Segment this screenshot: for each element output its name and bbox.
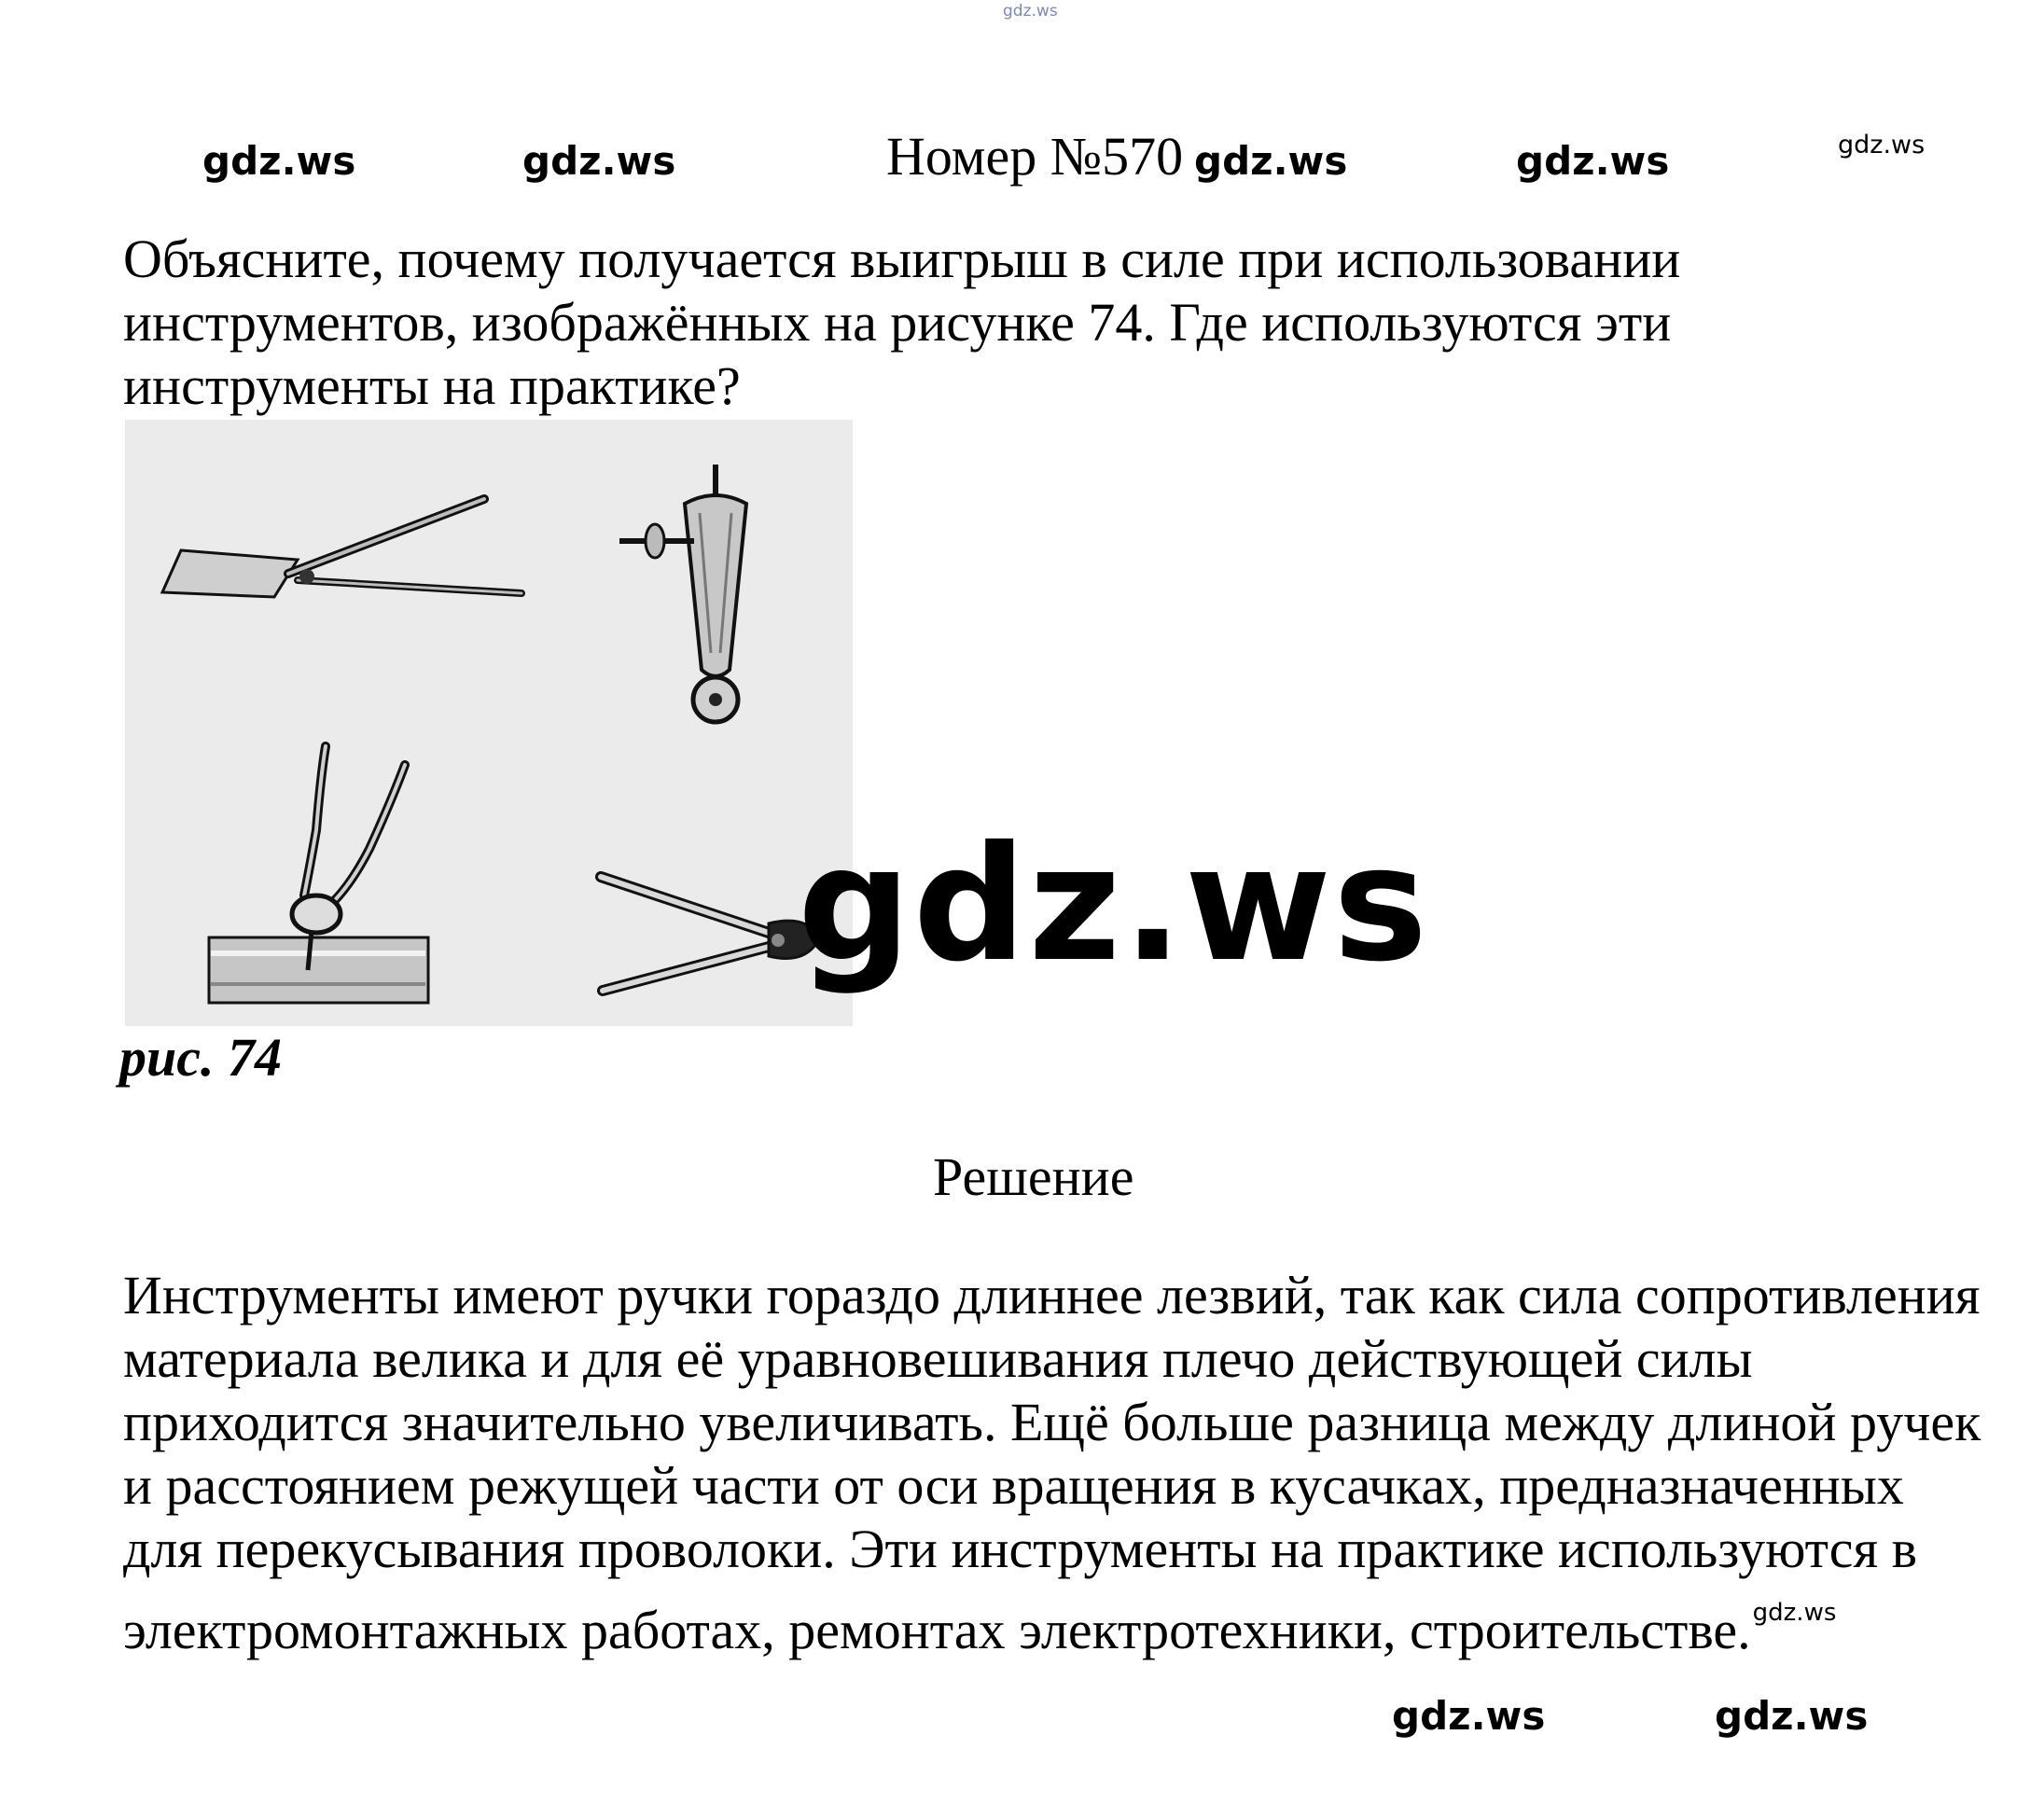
solution-heading: Решение [933, 1146, 1134, 1207]
figure-caption: рис. 74 [119, 1027, 282, 1088]
figure-74 [125, 420, 853, 1026]
solution-body: Инструменты имеют ручки гораздо длиннее лезвий, так как сила сопротивления материала велика и для её уравновешивания плечо действующей силы приходится значительно увеличивать. Ещё больше разница между длиной ручек и расстоянием режущей части от оси вращения в кусачках, предназначенных для перекусывания проволоки. Эти инструменты на практике используются в электромонтажных работах, ремонтах электротехники, строительстве. [123, 1265, 1981, 1660]
watermark-header-3: gdz.ws [1194, 138, 1348, 184]
task-text: Объясните, почему получается выигрыш в силе при использовании инструментов, изображённых на рисунке 74. Где используются эти инструменты на практике? [123, 229, 1681, 416]
watermark-header-1: gdz.ws [202, 138, 356, 184]
watermark-large: gdz.ws [798, 812, 1430, 997]
watermark-header-2: gdz.ws [522, 138, 676, 184]
watermark-corner: gdz.ws [1838, 131, 1926, 160]
watermark-tiny: gdz.ws [1003, 2, 1058, 21]
watermark-footer-inline: gdz.ws [1752, 1599, 1837, 1627]
watermark-footer-2: gdz.ws [1715, 1693, 1869, 1739]
page-title: Номер №570 [886, 126, 1184, 187]
solution-text [123, 1264, 1989, 1662]
watermark-footer-1: gdz.ws [1392, 1693, 1546, 1739]
watermark-header-4: gdz.ws [1516, 138, 1670, 184]
